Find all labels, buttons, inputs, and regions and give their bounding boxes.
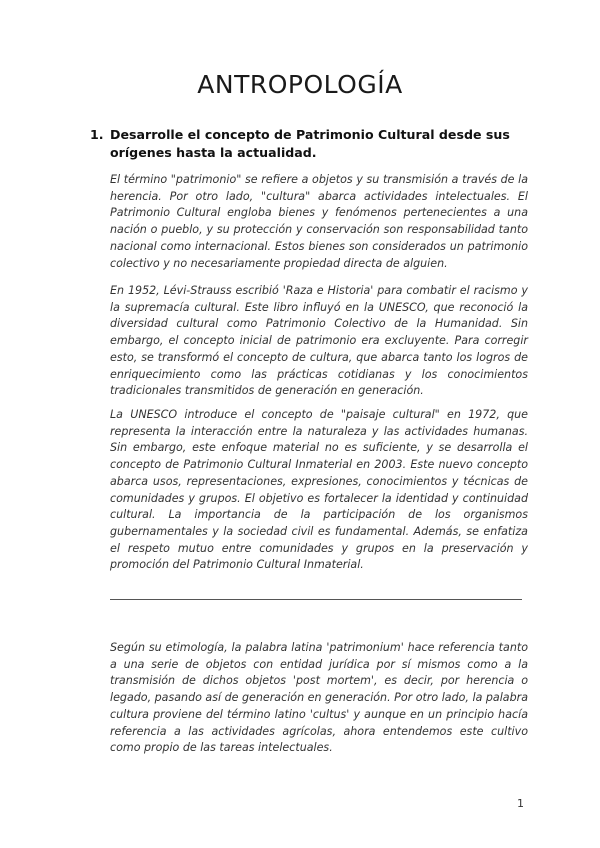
etymology-paragraph: Según su etimología, la palabra latina 'patrimonium' hace referencia tanto a una serie de objetos con entidad jurídica por sí mismos como a la transmisión de dichos objetos 'post mortem', es decir, por herencia o legado, pasando así de generación en generación. Por otro lado, la palabra cultura proviene del término latino 'cultus' y aunque en un principio hacía referencia a las actividades agrícolas, ahora entendemos este cultivo como propio de las tareas intelectuales. [110, 641, 529, 755]
answer-paragraph-3: La UNESCO introduce el concepto de "paisaje cultural" en 1972, que representa la interacción entre la naturaleza y las actividades humanas. Sin embargo, este enfoque material no es suficiente, y se desarrolla el concepto de Patrimonio Cultural Inmaterial en 2003. Este nuevo concepto abarca usos, representaciones, expresiones, conocimientos y técnicas de comunidades y grupos. El objetivo es fortalecer la identidad y continuidad cultural. La importancia de la participación de los organismos gubernamentales y la sociedad civil es fundamental. Además, se enfatiza el respeto mutuo entre comunidades y grupos en la preservación y promoción del Patrimonio Cultural Inmaterial. [110, 408, 528, 572]
section-divider [110, 599, 522, 600]
question-text: Desarrolle el concepto de Patrimonio Cultural desde sus orígenes hasta la actualidad. [110, 127, 510, 160]
page-number: 1 [517, 797, 524, 810]
question-heading [90, 126, 530, 162]
answer-paragraph-1: El término "patrimonio" se refiere a objetos y su transmisión a través de la herencia. Por otro lado, "cultura" abarca actividades intelectuales. El Patrimonio Cultural engloba bienes y fenómenos pertenecientes a una nación o pueblo, y su protección y conservación son responsabilidad tanto nacional como internacional. Estos bienes son considerados un patrimonio colectivo y no necesariamente propiedad directa de alguien. [110, 173, 528, 270]
question-number: 1. [90, 127, 104, 142]
answer-paragraph-2: En 1952, Lévi-Strauss escribió 'Raza e Historia' para combatir el racismo y la supremacía cultural. Este libro influyó en la UNESCO, que reconoció la diversidad cultural como Patrimonio Colectivo de la Humanidad. Sin embargo, el concepto inicial de patrimonio era excluyente. Para corregir esto, se transformó el concepto de cultura, que abarca tanto los logros de enriquecimiento como las prácticas cotidianas y los conocimientos tradicionales transmitidos de generación en generación. [110, 284, 528, 398]
page-title: ANTROPOLOGÍA [197, 70, 403, 99]
